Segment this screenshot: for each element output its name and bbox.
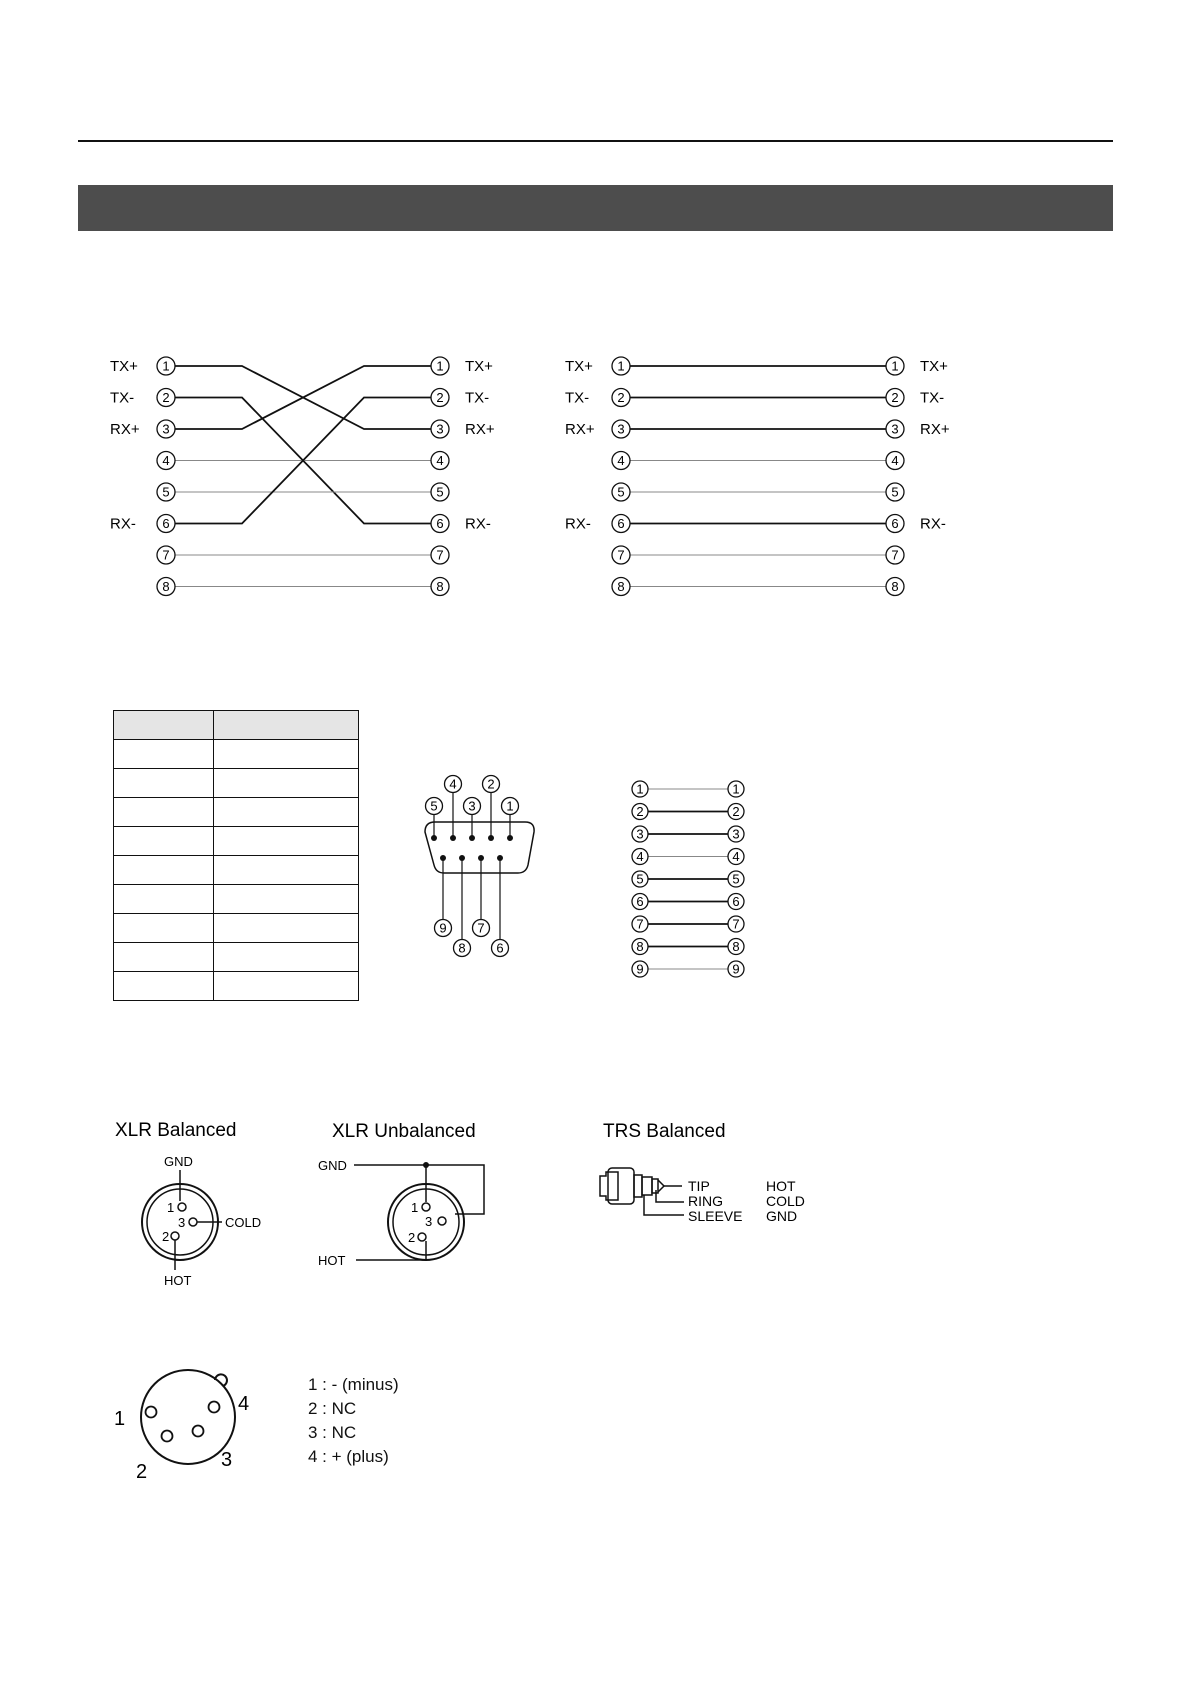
serial-right-pin-7-number: 7	[732, 916, 740, 932]
xlr4-pin1-label: 1	[114, 1408, 126, 1430]
xlr-unbalanced-hot-label: HOT	[318, 1253, 346, 1268]
xlr4-pinout-item: 1 : - (minus)	[308, 1375, 399, 1394]
lan-cross-right-pin-8-number: 8	[436, 579, 444, 594]
lan-cross-right-label: TX-	[465, 389, 490, 407]
lan-straight-right-label: TX-	[920, 389, 945, 407]
lan-cross-right-pin-3-number: 3	[436, 421, 444, 437]
table-cell	[114, 711, 214, 740]
dsub-pin-6-number: 6	[496, 940, 504, 956]
lan-straight-right-pin-3-number: 3	[891, 421, 899, 437]
dsub-pin-7-number: 7	[477, 920, 485, 936]
lan-straight-right-pin-6-number: 6	[891, 516, 899, 531]
xlr-balanced-pin1-label: 1	[167, 1200, 175, 1215]
table-row	[114, 827, 359, 856]
lan-straight-right-label: TX+	[920, 358, 948, 375]
serial-straight-diagram	[620, 770, 760, 985]
serial-left-pin-8-number: 8	[636, 939, 644, 954]
table-cell	[214, 798, 359, 827]
table-row	[114, 856, 359, 885]
lan-straight-left-pin-7-number: 7	[617, 547, 625, 563]
xlr4-pin4-label: 4	[238, 1393, 250, 1415]
trs-plug-icon	[600, 1168, 684, 1215]
table-header-row	[114, 711, 359, 740]
xlr-unbalanced-pin1-hole	[422, 1203, 430, 1211]
lan-straight-right-label: RX+	[920, 421, 950, 438]
lan-crossover-diagram	[100, 350, 520, 610]
lan-cross-left-label: TX+	[110, 358, 138, 375]
dsub-pin-8-number: 8	[458, 940, 466, 956]
xlr-balanced-hot-label: HOT	[164, 1273, 192, 1288]
lan-straight-left-pin-6-number: 6	[617, 516, 625, 531]
lan-straight-right-pin-5-number: 5	[891, 484, 899, 500]
lan-cross-left-pin-7-number: 7	[162, 547, 170, 563]
lan-cross-right-pin-4-number: 4	[436, 453, 444, 468]
dsub-shell	[425, 822, 534, 873]
xlr4-pin4-hole	[209, 1402, 220, 1413]
xlr-balanced-gnd-label: GND	[164, 1154, 193, 1169]
table-cell	[214, 827, 359, 856]
lan-straight-left-label: RX+	[565, 421, 595, 438]
xlr-unbalanced-pin1-label: 1	[411, 1200, 419, 1215]
table-row	[114, 885, 359, 914]
lan-cross-right-pin-1-number: 1	[436, 358, 444, 374]
xlr4-connector-diagram	[100, 1360, 280, 1490]
lan-cross-left-label: RX+	[110, 421, 140, 438]
serial-right-pin-5-number: 5	[732, 871, 740, 887]
lan-straight-right-label: RX-	[920, 515, 946, 533]
lan-cross-left-pin-8-number: 8	[162, 579, 170, 594]
xlr-unbalanced-pin2-label: 2	[408, 1230, 416, 1245]
lan-straight-left-pin-4-number: 4	[617, 453, 625, 468]
top-rule	[78, 140, 1113, 142]
serial-left-pin-7-number: 7	[636, 916, 644, 932]
table-cell	[214, 943, 359, 972]
serial-right-pin-9-number: 9	[732, 961, 740, 977]
lan-straight-left-pin-1-number: 1	[617, 358, 625, 374]
lan-cross-right-pin-2-number: 2	[436, 390, 444, 405]
lan-straight-left-pin-5-number: 5	[617, 484, 625, 500]
table-row	[114, 972, 359, 1001]
trs-cold-label: COLD	[766, 1193, 805, 1209]
lan-cross-left-pin-4-number: 4	[162, 453, 170, 468]
xlr4-pinout-item: 3 : NC	[308, 1423, 357, 1442]
serial-left-pin-2-number: 2	[636, 804, 644, 819]
lan-straight-diagram	[555, 350, 975, 610]
xlr-balanced-pin3-hole	[189, 1218, 197, 1226]
trs-gnd-label: GND	[766, 1208, 798, 1224]
serial-right-pin-4-number: 4	[732, 849, 740, 864]
xlr-unbalanced-gnd-label: GND	[318, 1158, 347, 1173]
table-cell	[214, 711, 359, 740]
dsub9-connector-diagram	[410, 770, 550, 985]
xlr4-pinout-item: 4 : + (plus)	[308, 1447, 389, 1466]
dsub-pin-3-number: 3	[468, 798, 476, 814]
section-header-bar	[78, 185, 1113, 231]
xlr4-pin3-label: 3	[221, 1449, 233, 1471]
lan-cross-left-label: RX-	[110, 515, 136, 533]
lan-cross-right-label: TX+	[465, 358, 493, 375]
pin-assignment-table	[113, 710, 359, 1001]
lan-cross-left-pin-2-number: 2	[162, 390, 170, 405]
table-cell	[214, 740, 359, 769]
lan-straight-right-pin-2-number: 2	[891, 390, 899, 405]
serial-right-pin-2-number: 2	[732, 804, 740, 819]
xlr-balanced-title: XLR Balanced	[115, 1120, 237, 1141]
trs-ring-label: RING	[688, 1193, 723, 1209]
lan-straight-right-pin-1-number: 1	[891, 358, 899, 374]
xlr-balanced-pin3-label: 3	[178, 1215, 186, 1230]
xlr4-pinout-item: 2 : NC	[308, 1399, 357, 1418]
lan-straight-left-pin-2-number: 2	[617, 390, 625, 405]
table-row	[114, 798, 359, 827]
table-cell	[214, 885, 359, 914]
lan-straight-left-pin-3-number: 3	[617, 421, 625, 437]
xlr-unbalanced-pin2-hole	[418, 1233, 426, 1241]
lan-cross-right-pin-7-number: 7	[436, 547, 444, 563]
lan-straight-left-label: RX-	[565, 515, 591, 533]
xlr-balanced-pin1-hole	[178, 1203, 186, 1211]
trs-sleeve-label: SLEEVE	[688, 1208, 743, 1224]
xlr4-pinout-list	[308, 1373, 399, 1469]
dsub-pin-9-number: 9	[439, 920, 447, 936]
table-cell	[114, 769, 214, 798]
serial-right-pin-1-number: 1	[732, 781, 740, 797]
table-cell	[114, 885, 214, 914]
table-row	[114, 914, 359, 943]
table-cell	[114, 827, 214, 856]
table-row	[114, 740, 359, 769]
lan-straight-right-pin-4-number: 4	[891, 453, 899, 468]
serial-right-pin-8-number: 8	[732, 939, 740, 954]
serial-left-pin-9-number: 9	[636, 961, 644, 977]
audio-connectors-diagram	[100, 1110, 860, 1290]
serial-left-pin-3-number: 3	[636, 826, 644, 842]
lan-cross-right-label: RX+	[465, 421, 495, 438]
xlr4-pin1-hole	[146, 1407, 157, 1418]
serial-right-pin-3-number: 3	[732, 826, 740, 842]
xlr4-pin2-label: 2	[136, 1461, 148, 1483]
trs-hot-label: HOT	[766, 1178, 796, 1194]
lan-straight-left-label: TX-	[565, 389, 590, 407]
serial-left-pin-4-number: 4	[636, 849, 644, 864]
serial-left-pin-1-number: 1	[636, 781, 644, 797]
table-cell	[114, 740, 214, 769]
xlr-unbalanced-hot-wire	[356, 1241, 426, 1260]
table-cell	[214, 856, 359, 885]
table-cell	[114, 856, 214, 885]
xlr-balanced-pin2-label: 2	[162, 1229, 170, 1244]
xlr4-pin2-hole	[162, 1431, 173, 1442]
table-cell	[214, 769, 359, 798]
lan-cross-left-pin-6-number: 6	[162, 516, 170, 531]
xlr-unbalanced-pin3-label: 3	[425, 1214, 433, 1229]
xlr-unbalanced-pin3-hole	[438, 1217, 446, 1225]
lan-straight-right-pin-7-number: 7	[891, 547, 899, 563]
serial-left-pin-5-number: 5	[636, 871, 644, 887]
xlr-unbalanced-title: XLR Unbalanced	[332, 1121, 476, 1142]
table-row	[114, 943, 359, 972]
lan-cross-right-pin-6-number: 6	[436, 516, 444, 531]
trs-tip-label: TIP	[688, 1178, 710, 1194]
lan-straight-left-label: TX+	[565, 358, 593, 375]
lan-cross-left-pin-3-number: 3	[162, 421, 170, 437]
serial-right-pin-6-number: 6	[732, 894, 740, 909]
lan-cross-right-pin-5-number: 5	[436, 484, 444, 500]
table-cell	[114, 972, 214, 1001]
dsub-pin-4-number: 4	[449, 776, 457, 792]
xlr4-pin3-hole	[193, 1426, 204, 1437]
dsub-pin-5-number: 5	[430, 798, 438, 814]
dsub-pin-2-number: 2	[487, 776, 495, 792]
dsub-pin-1-number: 1	[506, 798, 514, 814]
lan-straight-right-pin-8-number: 8	[891, 579, 899, 594]
lan-cross-left-pin-5-number: 5	[162, 484, 170, 500]
xlr-balanced-pin2-hole	[171, 1232, 179, 1240]
lan-cross-left-label: TX-	[110, 389, 135, 407]
lan-cross-left-pin-1-number: 1	[162, 358, 170, 374]
xlr-balanced-cold-label: COLD	[225, 1215, 262, 1230]
table-cell	[114, 798, 214, 827]
table-cell	[114, 943, 214, 972]
serial-left-pin-6-number: 6	[636, 894, 644, 909]
lan-cross-right-label: RX-	[465, 515, 491, 533]
trs-balanced-title: TRS Balanced	[603, 1121, 726, 1142]
table-cell	[114, 914, 214, 943]
table-cell	[214, 914, 359, 943]
lan-straight-left-pin-8-number: 8	[617, 579, 625, 594]
table-cell	[214, 972, 359, 1001]
table-row	[114, 769, 359, 798]
